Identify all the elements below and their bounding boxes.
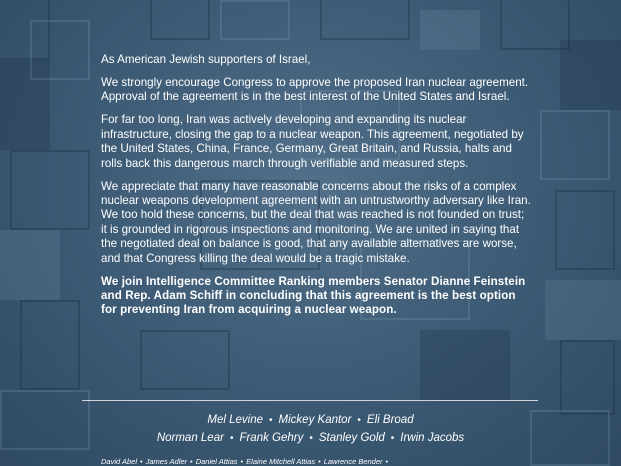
separator: •: [357, 415, 361, 426]
separator: •: [240, 457, 244, 466]
signatories-row-1: [0, 414, 621, 426]
signatory-name: Elaine Mitchell Attias: [246, 457, 316, 466]
signatories-small-row: [101, 457, 391, 466]
divider: [82, 400, 538, 401]
signatory-name: David Abel: [101, 457, 137, 466]
signatory-name: Mickey Kantor: [278, 414, 352, 426]
separator: •: [190, 457, 193, 466]
signatory-name: Frank Gehry: [239, 432, 304, 444]
separator: •: [385, 457, 389, 466]
signatory-name: Lawrence Bender: [323, 457, 383, 466]
separator: •: [318, 457, 321, 466]
salutation: As American Jewish supporters of Israel,: [101, 53, 311, 66]
paragraph-1: We strongly encourage Congress to approve the proposed Iran nuclear agreement. Approval of the agreement is in the best interest of the United States and Israel.: [101, 76, 529, 104]
signatory-name: Eli Broad: [366, 414, 414, 426]
separator: •: [269, 415, 273, 426]
separator: •: [229, 433, 234, 444]
closing-statement: We join Intelligence Committee Ranking members Senator Dianne Feinstein and Rep. Adam Schiff in concluding that this agreement is the best option for preventing Iran from acquiring a nuclear weapon.: [101, 274, 526, 317]
signatory-name: Mel Levine: [207, 414, 264, 426]
letter-body: [101, 53, 531, 326]
signatories-row-2: [0, 432, 621, 444]
signatory-name: James Adler: [145, 457, 188, 466]
paragraph-2: For far too long, Iran was actively developing and expanding its nuclear infrastructure, closing the gap to a nuclear weapon. This agreement, negotiated by the United States, China, France, Germany, Great Britain, and Russia, halts and rolls back this dangerous march through verifiable and measured steps.: [101, 113, 524, 170]
separator: •: [309, 433, 313, 444]
separator: •: [140, 457, 143, 466]
signatory-name: Daniel Attias: [195, 457, 238, 466]
signatory-name: Stanley Gold: [318, 432, 385, 444]
signatory-name: Norman Lear: [156, 432, 224, 444]
paragraph-3: We appreciate that many have reasonable concerns about the risks of a complex nuclear weapons development agreement with an untrustworthy adversary like Iran. We too hold these concerns, but the deal that was reached is not founded on trust; it is grounded in rigorous inspections and monitoring. We are united in saying that the negotiated deal on balance is good, that any available alternatives are worse, and that Congress killing the deal would be a tragic mistake.: [101, 179, 531, 265]
separator: •: [390, 433, 395, 444]
signatory-name: Irwin Jacobs: [400, 432, 465, 444]
